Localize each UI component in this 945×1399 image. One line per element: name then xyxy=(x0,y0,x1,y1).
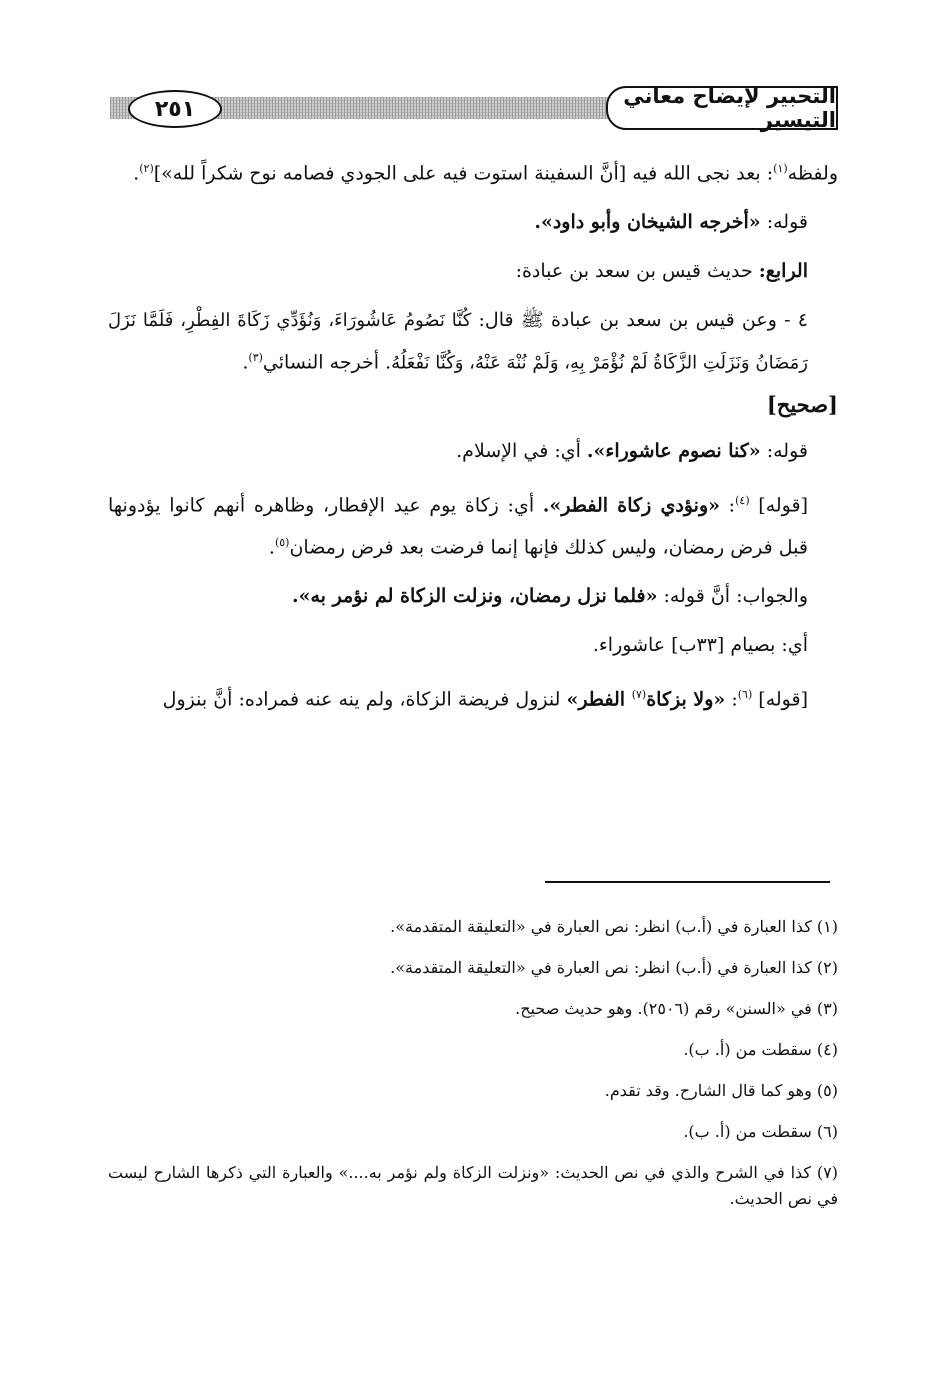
paragraph-3 xyxy=(108,253,838,290)
footnote-ref: (٤) xyxy=(735,493,750,507)
footnote-ref: (٥) xyxy=(274,535,290,549)
footnote-ref: (٦) xyxy=(737,688,753,702)
quoted-phrase: «أخرجه الشيخان وأبو داود». xyxy=(534,211,761,234)
paragraph-1 xyxy=(108,150,838,192)
footnote-ref: (٣) xyxy=(248,351,263,365)
footnote-ref: (١) xyxy=(773,162,788,175)
text: : xyxy=(725,688,738,711)
paragraph-5 xyxy=(108,433,838,470)
footnote: (٢) كذا العبارة في (أ.ب) انظر: نص العبارة في «التعليقة المتقدمة». xyxy=(390,958,838,977)
text: : بعد نجى الله فيه [أنَّ السفينة استوت فيه على الجودي فصامه نوح شكراً لله»] xyxy=(153,162,774,185)
section-label: الرابع: xyxy=(758,260,808,283)
footnote-ref: (٧) xyxy=(631,688,647,702)
quoted-phrase: «ولا بزكاة xyxy=(646,688,726,711)
running-header xyxy=(110,86,838,130)
book-title: التحبير لإيضاح معاني التيسير xyxy=(606,86,838,130)
hadith-paragraph xyxy=(108,302,838,381)
text: والجواب: أنَّ قوله: xyxy=(657,585,808,608)
footnote: (٤) سقطت من (أ. ب). xyxy=(683,1040,838,1059)
text: . xyxy=(268,536,275,559)
footnote-ref: (٢) xyxy=(139,162,154,175)
quoted-phrase: «فلما نزل رمضان، ونزلت الزكاة لم نؤمر به». xyxy=(291,585,658,608)
footnote: (١) كذا العبارة في (أ.ب) انظر: نص العبارة في «التعليقة المتقدمة». xyxy=(390,917,838,936)
hadith-text: كُنَّا نَصُومُ عَاشُورَاءَ، وَنُؤَدِّي زَكَاةَ الفِطْرِ، فَلَمَّا نَزَلَ رَمَضَانُ وَنَزَلَتِ الزَّكَاةُ لَمْ نُؤْمَرْ بِهِ، وَلَمْ نُنْهَ عَنْهُ، وَكُنَّا نَفْعَلُهُ xyxy=(108,310,808,374)
text: [قوله] xyxy=(752,688,808,711)
paragraph-6 xyxy=(108,482,838,567)
paragraph-7 xyxy=(108,578,838,615)
footnote: (٧) كذا في الشرح والذي في نص الحديث: «ونزلت الزكاة ولم نؤمر به....» والعبارة التي ذكرها الشارح ليست في نص الحديث. xyxy=(108,1163,838,1208)
quoted-phrase: الفطر» xyxy=(566,688,632,711)
quoted-phrase: «كنا نصوم عاشوراء». xyxy=(586,439,761,462)
text: أي: زكاة يوم عيد الإفطار، وظاهره أنهم كانوا يؤدونها قبل فرض رمضان، وليس كذلك فإنها إنما فرضت بعد فرض رمضان xyxy=(108,493,808,559)
text: [قوله] xyxy=(749,493,808,516)
text: . xyxy=(133,162,140,185)
text: . أخرجه النسائي xyxy=(262,351,392,374)
paragraph-9 xyxy=(108,676,838,718)
text: قوله: xyxy=(760,439,808,462)
footnote: (٥) وهو كما قال الشارح. وقد تقدم. xyxy=(604,1081,838,1100)
main-text xyxy=(108,150,838,731)
text: حديث قيس بن سعد بن عبادة: xyxy=(515,260,759,283)
text: ولفظه xyxy=(787,162,838,185)
text: . xyxy=(242,351,249,374)
hadith-grade: [صحيح] xyxy=(766,391,838,417)
paragraph-2 xyxy=(108,204,838,241)
text: لنزول فريضة الزكاة، ولم ينه عنه فمراده: أنَّ بنزول xyxy=(162,688,567,711)
paragraph-8: أي: بصيام [٣٣ب] عاشوراء. xyxy=(592,634,808,657)
footnote-divider xyxy=(545,881,830,883)
footnotes xyxy=(108,914,838,1227)
text: ٤ - وعن قيس بن سعد بن عبادة ﷺ قال: xyxy=(471,309,808,332)
text: أي: في الإسلام. xyxy=(456,439,587,462)
footnote: (٦) سقطت من (أ. ب). xyxy=(683,1122,838,1141)
footnote: (٣) في «السنن» رقم (٢٥٠٦). وهو حديث صحيح. xyxy=(515,999,838,1018)
text: قوله: xyxy=(760,211,808,234)
quoted-phrase: «ونؤدي زكاة الفطر». xyxy=(542,493,720,516)
page-number: ٢٥١ xyxy=(128,90,222,128)
text: : xyxy=(720,493,736,516)
